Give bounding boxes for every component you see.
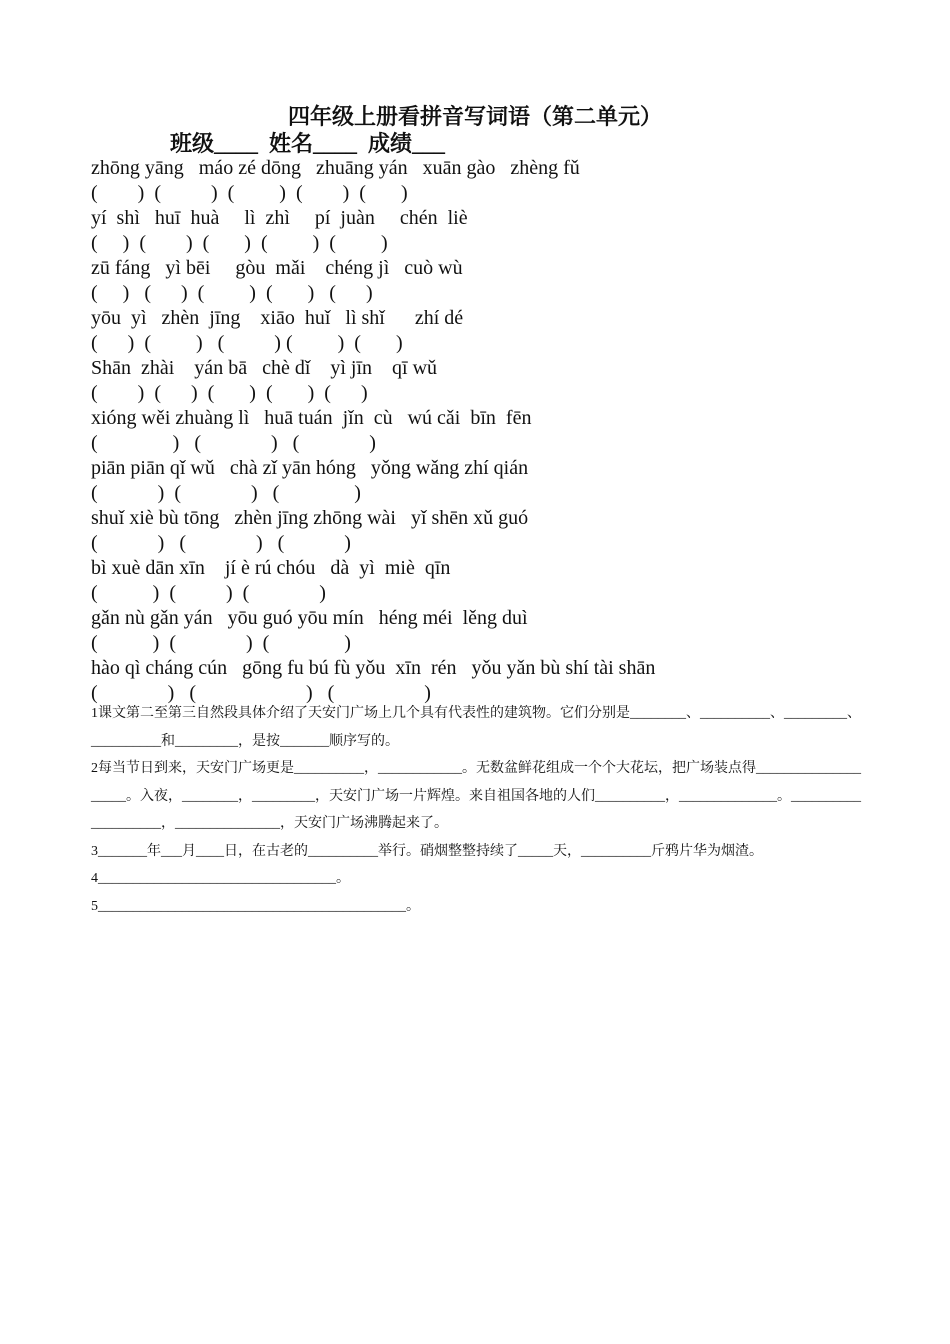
question-1: 1课文第二至第三自然段具体介绍了天安门广场上几个具有代表性的建筑物。它们分别是________、__________、_________、__________和_________，是按_______顺序写的。 [91,706,861,749]
pinyin-line: shuǐ xiè bù tōng zhèn jīng zhōng wài yǐ shēn xǔ guó [91,507,529,529]
pinyin-line: zhōng yāng máo zé dōng zhuāng yán xuān gào zhèng fǔ [91,157,580,179]
pinyin-line: Shān zhài yán bā chè dǐ yì jīn qī wǔ [91,357,438,379]
pinyin-line: xióng wěi zhuàng lì huā tuán jǐn cù wú cǎi bīn fēn [91,407,532,429]
blank-line: ( ) ( ) ( ) ( ) ( ) [91,282,373,304]
blank-line: ( ) ( ) ( ) ( ) ( ) [91,182,408,204]
pinyin-line: bì xuè dān xīn jí è rú chóu dà yì miè qīn [91,557,451,579]
blank-line: ( ) ( ) ( ) [91,582,326,604]
blank-line: ( ) ( ) ( ) [91,632,351,654]
blank-line: ( ) ( ) ( ) ( ) ( ) [91,382,368,404]
pinyin-line: zū fáng yì bēi gòu mǎi chéng jì cuò wù [91,257,463,279]
question-4: 4__________________________________。 [91,871,350,886]
pinyin-line: yōu yì zhèn jīng xiāo huǐ lì shǐ zhí dé [91,307,464,329]
pinyin-line: hào qì cháng cún gōng fu bú fù yǒu xīn rén yǒu yǎn bù shí tài shān [91,657,656,679]
pinyin-line: gǎn nù gǎn yán yōu guó yōu mín héng méi lěng duì [91,607,528,629]
pinyin-exercises [91,156,891,706]
pinyin-line: yí shì huī huà lì zhì pí juàn chén liè [91,207,468,229]
question-3: 3_______年___月____日，在古老的__________举行。硝烟整整持续了_____天，__________斤鸦片华为烟渣。 [91,843,763,859]
question-2: 2每当节日到来，天安门广场更是__________，____________。无数盆鲜花组成一个个大花坛，把广场装点得____________________。入夜，________，_________，天安门广场一片辉煌。来自祖国各地的人们__________，______________。____________________，_______________，天安门广场沸腾起来了。 [91,761,861,831]
question-5: 5____________________________________________。 [91,898,420,914]
blank-line: ( ) ( ) ( ) [91,482,361,504]
blank-line: ( ) ( ) ( ) [91,532,351,554]
pinyin-line: piān piān qǐ wǔ chà zǐ yān hóng yǒng wǎng zhí qián [91,457,529,479]
blank-line: ( ) ( ) ( ) [91,432,376,454]
blank-line: ( ) ( ) ( ) [91,682,431,704]
blank-line: ( ) ( ) ( ) ( ) ( ) [91,232,388,254]
student-info-line: 班级____ 姓名____ 成绩___ [170,131,446,156]
fill-in-questions [91,700,866,920]
page-title: 四年级上册看拼音写词语（第二单元） [287,104,662,129]
blank-line: ( ) ( ) ( ) ( ) ( ) [91,332,403,354]
